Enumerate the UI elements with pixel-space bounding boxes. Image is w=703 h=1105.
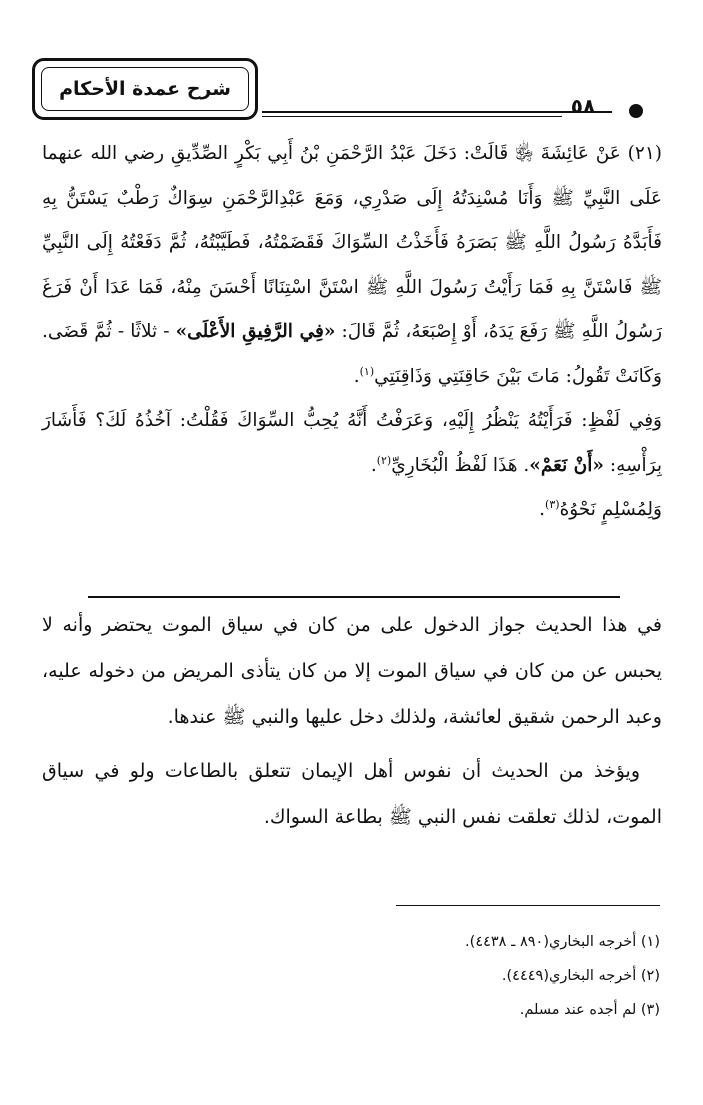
hadith-variant-end: . هَذَا لَفْظُ الْبُخَارِيِّ: [391, 454, 530, 476]
commentary-paragraph-2: ويؤخذ من الحديث أن نفوس أهل الإيمان تتعلق بالطاعات ولو في سياق الموت، لذلك تعلقت نفس النبي ﷺ بطاعة السواك.: [42, 760, 662, 828]
commentary-text: [42, 602, 662, 848]
footnote-1: (١) أخرجه البخاري(٨٩٠ ـ ٤٤٣٨).: [465, 934, 660, 950]
header-rule: [262, 111, 612, 113]
hadith-muslim-note: وَلِمُسْلِمٍ نَحْوُهُ: [559, 499, 662, 520]
page-number: ٥٨: [570, 94, 596, 118]
hadith-main-text: (٢١) عَنْ عَائِشَةَ ﵂ قَالَتْ: دَخَلَ عَبْدُ الرَّحْمَنِ بْنُ أَبِي بَكْرٍ الصِّدِّيقِ رضي الله عنهما عَلَى النَّبِيِّ ﷺ وَأَنَا مُسْنِدَتُهُ إِلَى صَدْرِي، وَمَعَ عَبْدِالرَّحْمَنِ سِوَاكٌ رَطْبٌ يَسْتَنُّ بِهِ فَأَبَدَّهُ رَسُولُ اللَّهِ ﷺ بَصَرَهُ فَأَخَذْتُ السِّوَاكَ فَقَضَمْتُهُ، فَطَيَّبْتُهُ، ثُمَّ دَفَعْتُهُ إِلَى النَّبِيِّ ﷺ فَاسْتَنَّ بِهِ فَمَا رَأَيْتُ رَسُولَ اللَّهِ ﷺ اسْتَنَّ اسْتِنَانًا أَحْسَنَ مِنْهُ، فَمَا عَدَا أَنْ فَرَغَ رَسُولُ اللَّهِ ﷺ رَفَعَ يَدَهُ، أَوْ إِصْبَعَهُ، ثُمَّ قَالَ:: [42, 143, 663, 342]
hadith-paragraph-2: [42, 399, 662, 488]
hadith-p3-dot: .: [539, 499, 546, 520]
hadith-text: [42, 132, 662, 533]
header-rule-thin: [262, 116, 562, 117]
section-divider: [88, 596, 620, 598]
footnote-ref-1: (١): [359, 364, 375, 378]
footnote-2: (٢) أخرجه البخاري(٤٤٤٩).: [501, 968, 660, 984]
commentary-paragraph-1: في هذا الحديث جواز الدخول على من كان في سياق الموت يحتضر وأنه لا يحبس عن من كان في سياق الموت إلا من كان يتأذى المريض من دخوله عليه، وعبد الرحمن شقيق لعائشة، ولذلك دخل عليها والنبي ﷺ عندها.: [42, 614, 662, 728]
footnote-3: (٣) لم أجده عند مسلم.: [519, 1002, 660, 1018]
running-header-title: شرح عمدة الأحكام: [41, 67, 249, 111]
hadith-p2-dot: .: [370, 454, 377, 476]
hadith-main-text-end: - ثلاثًا - ثُمَّ قَضَى. وَكَانَتْ تَقُولُ: مَاتَ بَيْنَ حَاقِنَتِي وَذَاقِنَتِي: [42, 321, 662, 387]
running-header-box: [32, 58, 258, 120]
footnote-ref-3: (٣): [545, 497, 560, 511]
hadith-paragraph-1: [42, 132, 662, 399]
hadith-p1-dot: .: [353, 365, 360, 387]
hadith-variant-quote: «أَنْ نَعَمْ»: [529, 454, 604, 476]
hadith-prophet-quote: «فِي الرَّفِيقِ الأَعْلَى»: [175, 321, 336, 342]
footnote-ref-2: (٢): [376, 453, 392, 467]
footnotes: [300, 925, 660, 1027]
hadith-paragraph-3: [42, 488, 662, 533]
footnote-divider: [396, 905, 660, 906]
hadith-variant-text: وَفِي لَفْظٍ: فَرَأَيْتُهُ يَنْظُرُ إِلَيْهِ، وَعَرَفْتُ أَنَّهُ يُحِبُّ السِّوَاكَ فَقُلْتُ: آخُذُهُ لَكَ؟ فَأَشَارَ بِرَأْسِهِ:: [42, 410, 662, 476]
header-bullet-icon: [629, 104, 643, 118]
